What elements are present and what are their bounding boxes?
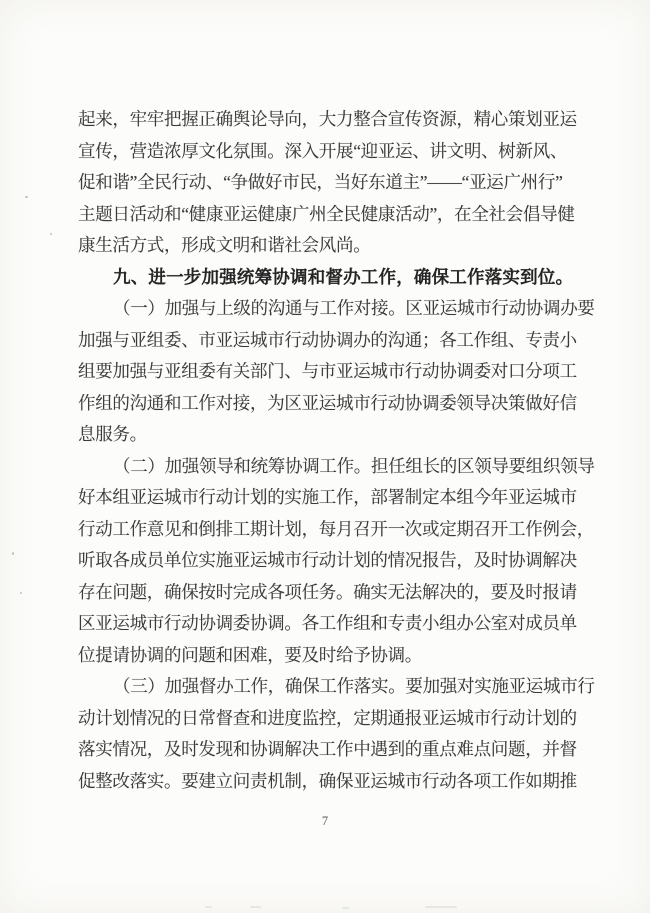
- scan-smudge: [342, 907, 349, 909]
- scan-speckle: [20, 592, 22, 594]
- section-heading: 九、进一步加强统筹协调和督办工作，确保工作落实到位。: [113, 266, 574, 287]
- paragraph-line: 主题日活动和“健康亚运健康广州全民健康活动”，在全社会倡导健: [78, 203, 575, 224]
- page-number: 7: [321, 814, 329, 828]
- paragraph-line: 作组的沟通和工作对接，为区亚运城市行动协调委领导决策做好信: [78, 392, 577, 413]
- paragraph-line: 动计划情况的日常督查和进度监控，定期通报亚运城市行动计划的: [78, 707, 577, 728]
- paragraph-first-line: （一）加强与上级的沟通与工作对接。区亚运城市行动协调办要: [113, 298, 595, 318]
- paragraph-first-line: （三）加强督办工作，确保工作落实。要加强对实施亚运城市行: [113, 676, 595, 696]
- scan-speckle: [25, 196, 28, 198]
- paragraph-line: 区亚运城市行动协调委协调。各工作组和专责小组办公室对成员单: [78, 613, 577, 633]
- scan-smudge: [250, 906, 261, 908]
- paragraph-line: 好本组亚运城市行动计划的实施工作，部署制定本组今年亚运城市: [78, 487, 577, 507]
- scan-smudge: [425, 906, 457, 908]
- document-text-block: [78, 104, 595, 797]
- scan-speckle: [12, 552, 14, 555]
- paragraph-line: 促和谐”全民行动、“争做好市民，当好东道主”——“亚运广州行”: [78, 172, 563, 192]
- paragraph-line: 息服务。: [78, 424, 147, 444]
- paragraph-line: 落实情况，及时发现和协调解决工作中遇到的重点难点问题，并督: [78, 739, 577, 759]
- paragraph-line: 加强与亚组委、市亚运城市行动协调办的沟通；各工作组、专责小: [78, 329, 577, 350]
- paragraph-line: 存在问题，确保按时完成各项任务。确实无法解决的，要及时报请: [78, 581, 577, 602]
- paragraph-line: 位提请协调的问题和困难，要及时给予协调。: [78, 644, 422, 665]
- paragraph-line: 促整改落实。要建立问责机制，确保亚运城市行动各项工作如期推: [78, 770, 577, 791]
- paragraph-line: 宣传，营造浓厚文化氛围。深入开展“迎亚运、讲文明、树新风、: [78, 140, 568, 161]
- paragraph-line: 组要加强与亚组委有关部门、与市亚运城市行动协调委对口分项工: [78, 361, 577, 381]
- paragraph-line: 听取各成员单位实施亚运城市行动计划的情况报告，及时协调解决: [78, 550, 577, 570]
- scan-speckle: [50, 233, 52, 235]
- paragraph-line: 起来，牢牢把握正确舆论导向，大力整合宣传资源，精心策划亚运: [78, 109, 577, 129]
- paragraph-line: 康生活方式，形成文明和谐社会风尚。: [78, 235, 371, 255]
- paragraph-first-line: （二）加强领导和统筹协调工作。担任组长的区领导要组织领导: [113, 455, 595, 476]
- paragraph-line: 行动工作意见和倒排工期计划，每月召开一次或定期召开工作例会，: [78, 518, 594, 539]
- scan-smudge: [205, 906, 212, 908]
